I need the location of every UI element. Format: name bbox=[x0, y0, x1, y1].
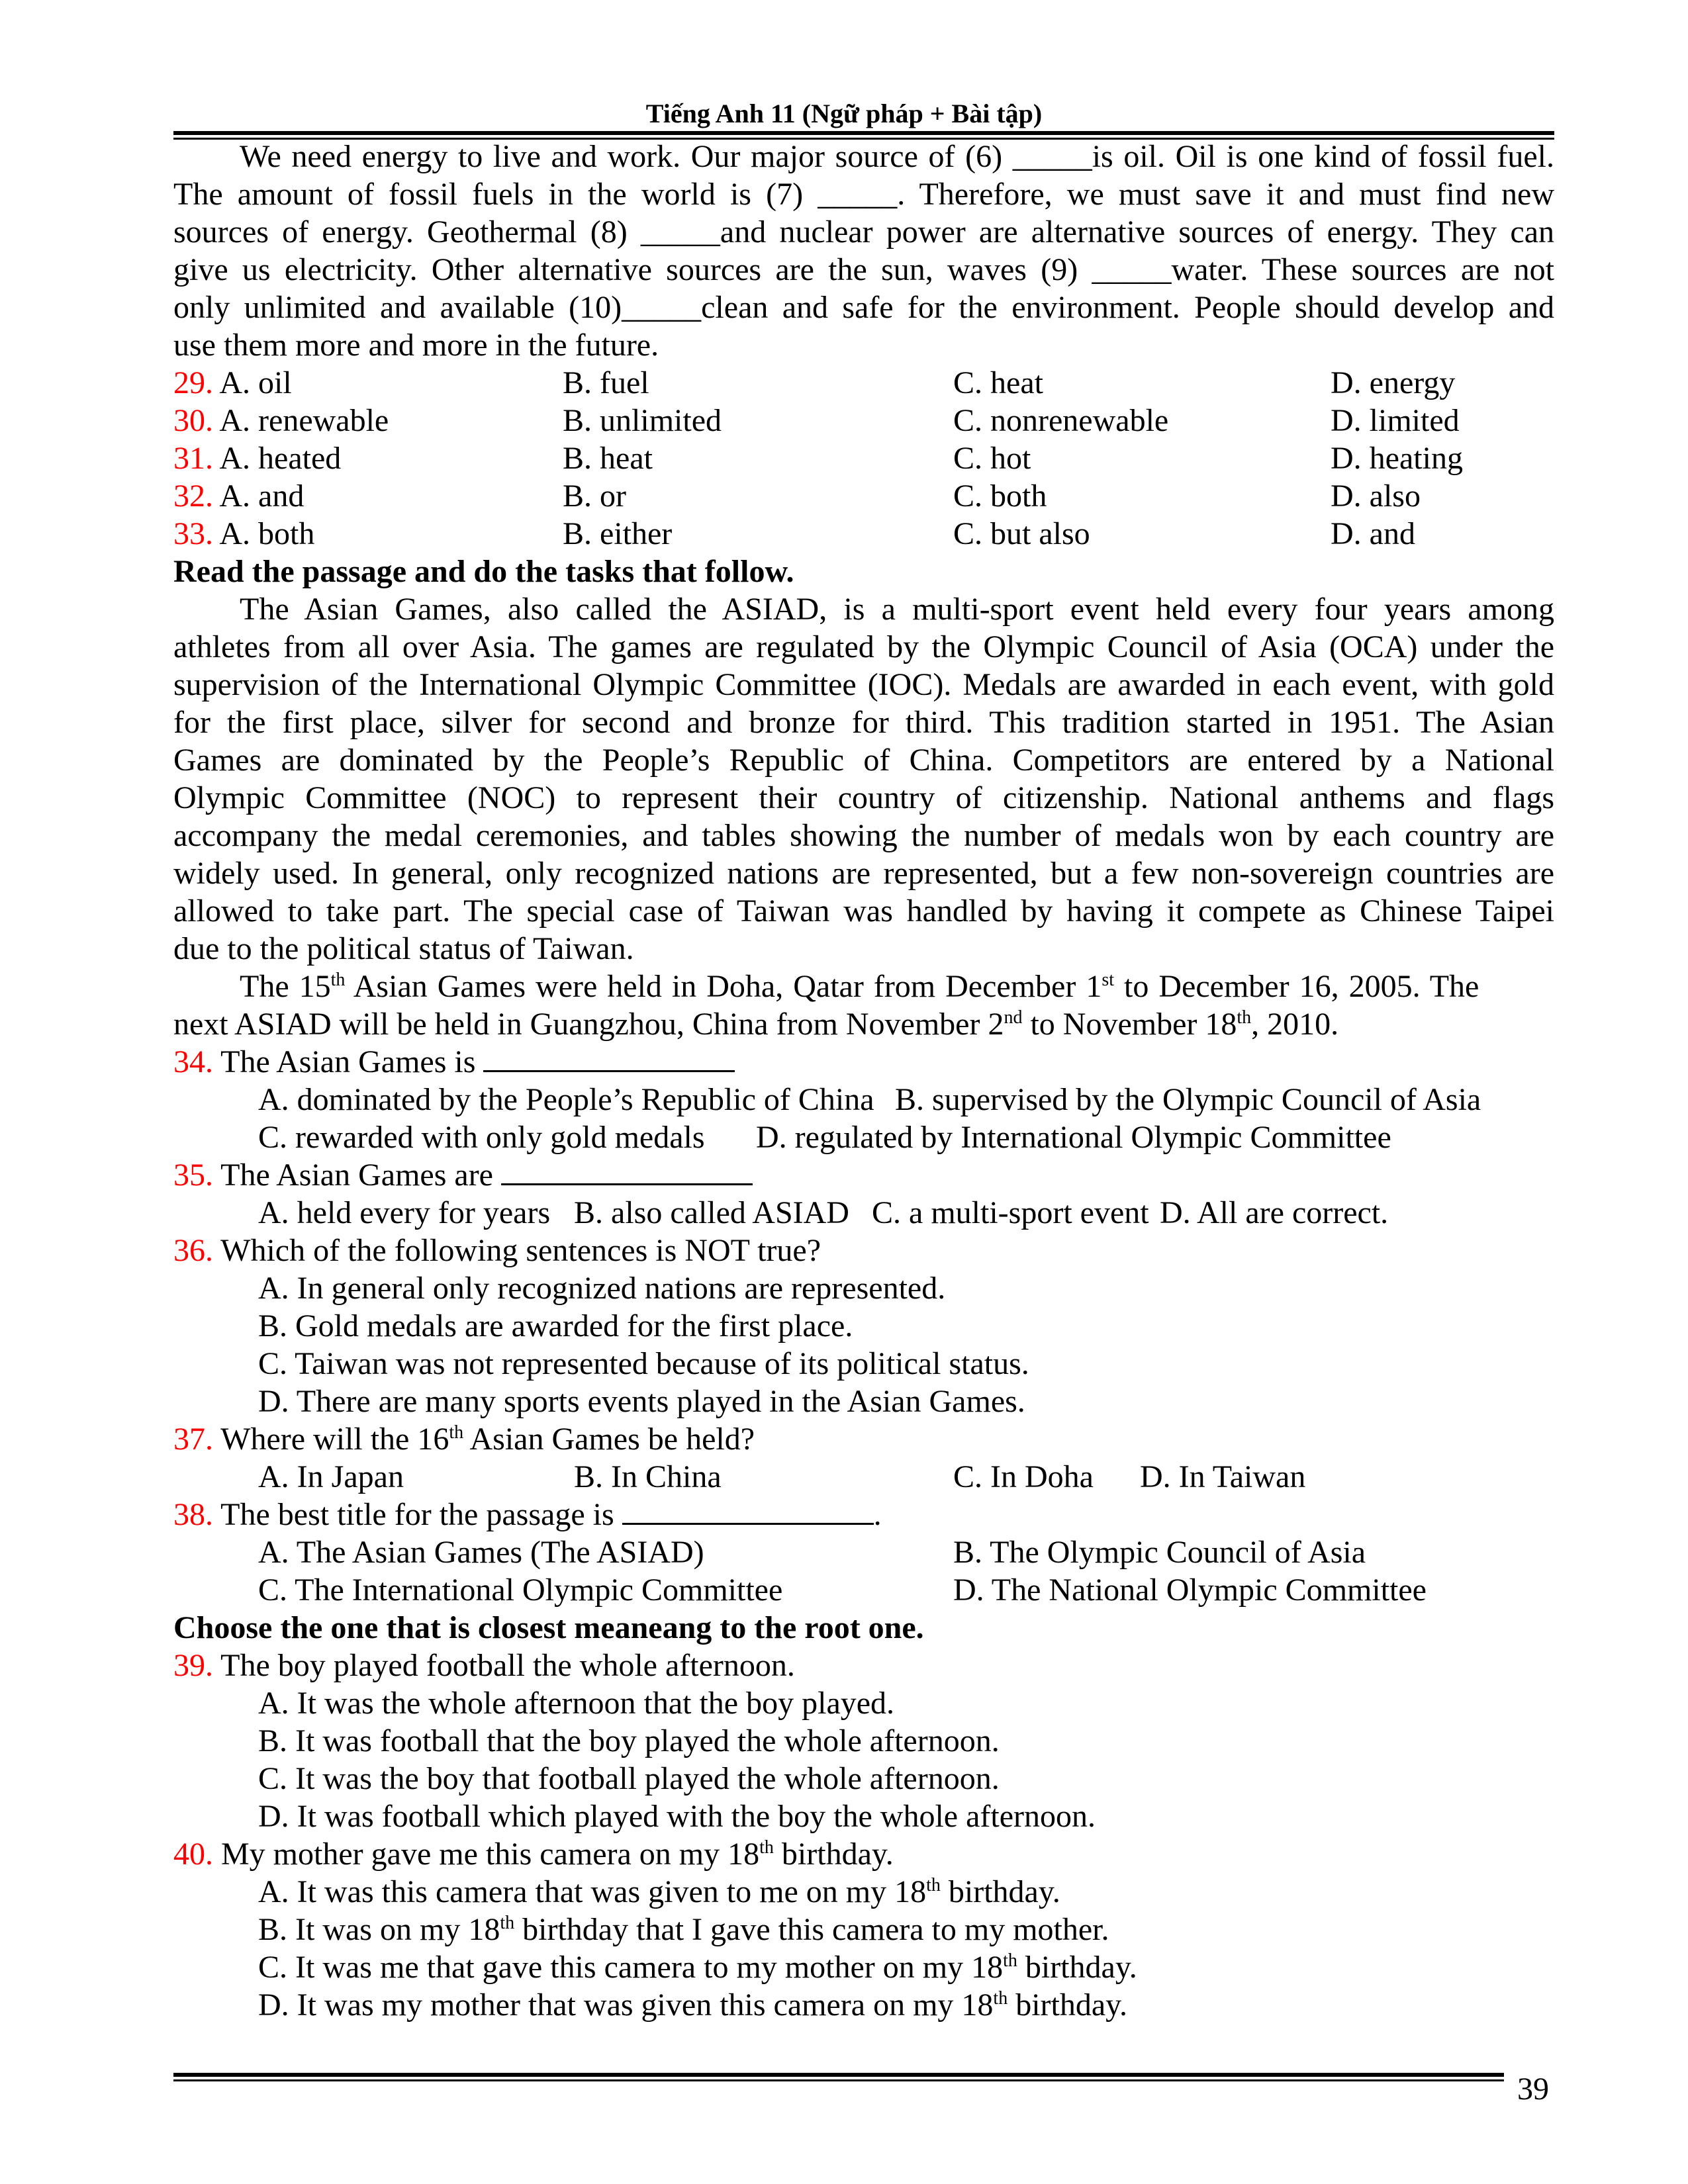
question-number: 30. bbox=[173, 403, 213, 438]
option-c: C. It was me that gave this camera to my mother on my 18th birthday. bbox=[258, 1950, 1137, 1985]
answer-blank bbox=[501, 1157, 753, 1185]
answer-blank bbox=[483, 1044, 735, 1072]
question-number: 37. bbox=[173, 1422, 213, 1457]
option-d: D. energy bbox=[1331, 365, 1456, 400]
question-38: 38. The best title for the passage is . A. The Asian Games (The ASIAD) B. The Olympic Council of Asia C. The International Olympic Committee D. The National Olympic Committee bbox=[173, 1497, 1427, 1608]
option-d: D. In Taiwan bbox=[1140, 1459, 1306, 1494]
question-34 bbox=[173, 1043, 1554, 1156]
question-number: 38. bbox=[173, 1497, 213, 1532]
passage-line: only unlimited and available (10)_____clean and safe for the environment. People should develop and bbox=[173, 290, 1554, 325]
question-36 bbox=[173, 1232, 1554, 1420]
question-number: 32. bbox=[173, 478, 213, 514]
option-c: C. nonrenewable bbox=[953, 403, 1169, 438]
question-number: 36. bbox=[173, 1233, 213, 1268]
option-d: D. also bbox=[1331, 478, 1421, 514]
question-number: 34. bbox=[173, 1044, 213, 1079]
energy-passage bbox=[173, 138, 1554, 364]
question-number: 35. bbox=[173, 1158, 213, 1193]
option-a: A. In Japan bbox=[258, 1459, 404, 1494]
question-number: 33. bbox=[173, 516, 213, 551]
passage-line: The 15th Asian Games were held in Doha, Qatar from December 1st to December 16, 2005. The bbox=[240, 969, 1479, 1004]
question-number: 31. bbox=[173, 441, 213, 476]
option-c: C. hot bbox=[953, 441, 1031, 476]
option-a: A. held every for years bbox=[258, 1195, 551, 1230]
passage-line: supervision of the International Olympic Committee (IOC). Medals are awarded in each event, with gold bbox=[173, 667, 1554, 702]
option-c: C. rewarded with only gold medals bbox=[258, 1120, 705, 1155]
question-row-33 bbox=[173, 515, 1554, 553]
option-b: B. In China bbox=[574, 1459, 722, 1494]
option-b: B. fuel bbox=[563, 365, 649, 400]
page-number: 39 bbox=[1517, 2071, 1549, 2107]
option-a: A. oil bbox=[219, 365, 292, 400]
question-39 bbox=[173, 1647, 1554, 1835]
passage-line: due to the political status of Taiwan. bbox=[173, 931, 634, 966]
footer-rule-thin bbox=[173, 2079, 1504, 2081]
question-number: 39. bbox=[173, 1648, 213, 1683]
question-number: 29. bbox=[173, 365, 213, 400]
option-b: B. or bbox=[563, 478, 626, 514]
footer-rule-thick bbox=[173, 2073, 1504, 2077]
question-stem: The best title for the passage is bbox=[220, 1497, 622, 1532]
option-b: B. supervised by the Olympic Council of Asia bbox=[895, 1082, 1481, 1117]
passage-line: allowed to take part. The special case of Taiwan was handled by having it compete as Chinese Taipei bbox=[173, 893, 1554, 929]
option-a: A. It was the whole afternoon that the boy played. bbox=[258, 1686, 895, 1721]
section-heading-transformation: Choose the one that is closest meaneang to the root one. bbox=[173, 1610, 924, 1645]
option-d: D. The National Olympic Committee bbox=[953, 1572, 1427, 1608]
option-a: A. dominated by the People’s Republic of China bbox=[258, 1082, 874, 1117]
page-header-title: Tiếng Anh 11 (Ngữ pháp + Bài tập) bbox=[645, 99, 1043, 128]
option-b: B. Gold medals are awarded for the first place. bbox=[258, 1308, 853, 1343]
option-b: B. It was on my 18th birthday that I gave this camera to my mother. bbox=[258, 1912, 1109, 1947]
question-stem: Which of the following sentences is NOT true? bbox=[220, 1233, 821, 1268]
passage-line: sources of energy. Geothermal (8) _____and nuclear power are alternative sources of energy. They can bbox=[173, 214, 1554, 250]
option-b: B. either bbox=[563, 516, 673, 551]
question-row-32 bbox=[173, 477, 1554, 515]
question-stem: The boy played football the whole afternoon. bbox=[220, 1648, 795, 1683]
option-d: D. There are many sports events played in the Asian Games. bbox=[258, 1384, 1025, 1419]
option-b: B. also called ASIAD bbox=[574, 1195, 849, 1230]
answer-blank bbox=[622, 1496, 874, 1525]
option-d: D. heating bbox=[1331, 441, 1463, 476]
question-stem: My mother gave me this camera on my 18th birthday. bbox=[221, 1837, 894, 1872]
option-c: C. both bbox=[953, 478, 1047, 514]
question-40 bbox=[173, 1835, 1554, 2024]
question-stem: The Asian Games is bbox=[220, 1044, 484, 1079]
passage-line: use them more and more in the future. bbox=[173, 328, 659, 363]
option-c: C. The International Olympic Committee bbox=[258, 1572, 783, 1608]
question-row-30 bbox=[173, 402, 1554, 439]
passage-line: Olympic Committee (NOC) to represent their country of citizenship. National anthems and flags bbox=[173, 780, 1554, 815]
question-number: 40. bbox=[173, 1837, 213, 1872]
passage-line: accompany the medal ceremonies, and tables showing the number of medals won by each country are bbox=[173, 818, 1554, 853]
gap-fill-questions bbox=[173, 364, 1554, 553]
option-b: B. heat bbox=[563, 441, 653, 476]
option-d: D. regulated by International Olympic Committee bbox=[756, 1120, 1391, 1155]
question-row-29 bbox=[173, 364, 1554, 402]
option-a: A. It was this camera that was given to me on my 18th birthday. bbox=[258, 1874, 1060, 1909]
passage-line: athletes from all over Asia. The games are regulated by the Olympic Council of Asia (OCA) under the bbox=[173, 629, 1554, 664]
option-d: D. It was my mother that was given this camera on my 18th birthday. bbox=[258, 1987, 1128, 2023]
option-a: A. and bbox=[219, 478, 305, 514]
passage-line: for the first place, silver for second and bronze for third. This tradition started in 1951. The Asian bbox=[173, 705, 1554, 740]
option-d: D. and bbox=[1331, 516, 1415, 551]
option-c: C. In Doha bbox=[953, 1459, 1094, 1494]
option-d: D. It was football which played with the boy the whole afternoon. bbox=[258, 1799, 1096, 1834]
document-body bbox=[173, 138, 1554, 2024]
option-c: C. heat bbox=[953, 365, 1043, 400]
question-35 bbox=[173, 1156, 1554, 1232]
passage-line: give us electricity. Other alternative sources are the sun, waves (9) _____water. These sources are not bbox=[173, 252, 1554, 287]
question-stem: Where will the 16th Asian Games be held? bbox=[220, 1422, 755, 1457]
option-a: A. In general only recognized nations are represented. bbox=[258, 1271, 946, 1306]
section-heading-reading: Read the passage and do the tasks that follow. bbox=[173, 554, 794, 589]
option-d: D. limited bbox=[1331, 403, 1460, 438]
option-b: B. The Olympic Council of Asia bbox=[953, 1535, 1366, 1570]
option-c: C. It was the boy that football played the whole afternoon. bbox=[258, 1761, 1000, 1796]
question-37 bbox=[173, 1420, 1554, 1496]
passage-line: next ASIAD will be held in Guangzhou, China from November 2nd to November 18th, 2010. bbox=[173, 1007, 1339, 1042]
passage-line: Games are dominated by the People’s Republic of China. Competitors are entered by a National bbox=[173, 743, 1554, 778]
option-d: D. All are correct. bbox=[1160, 1195, 1389, 1230]
question-row-31 bbox=[173, 439, 1554, 477]
option-b: B. It was football that the boy played the whole afternoon. bbox=[258, 1723, 1000, 1758]
option-a: A. heated bbox=[219, 441, 342, 476]
option-a: A. both bbox=[219, 516, 315, 551]
passage-line: We need energy to live and work. Our major source of (6) _____is oil. Oil is one kind of fossil fuel. bbox=[240, 139, 1554, 174]
option-c: C. a multi-sport event bbox=[872, 1195, 1149, 1230]
option-b: B. unlimited bbox=[563, 403, 722, 438]
option-a: A. renewable bbox=[219, 403, 389, 438]
option-a: A. The Asian Games (The ASIAD) bbox=[258, 1535, 704, 1570]
header-rule-thick bbox=[173, 131, 1554, 135]
question-stem: The Asian Games are bbox=[220, 1158, 501, 1193]
passage-line: The amount of fossil fuels in the world is (7) _____. Therefore, we must save it and must find new bbox=[173, 177, 1554, 212]
passage-line: The Asian Games, also called the ASIAD, is a multi-sport event held every four years among bbox=[240, 592, 1554, 627]
option-c: C. but also bbox=[953, 516, 1090, 551]
option-c: C. Taiwan was not represented because of its political status. bbox=[258, 1346, 1029, 1381]
asian-games-passage bbox=[173, 590, 1554, 1043]
passage-line: widely used. In general, only recognized nations are represented, but a few non-sovereign countries are bbox=[173, 856, 1554, 891]
